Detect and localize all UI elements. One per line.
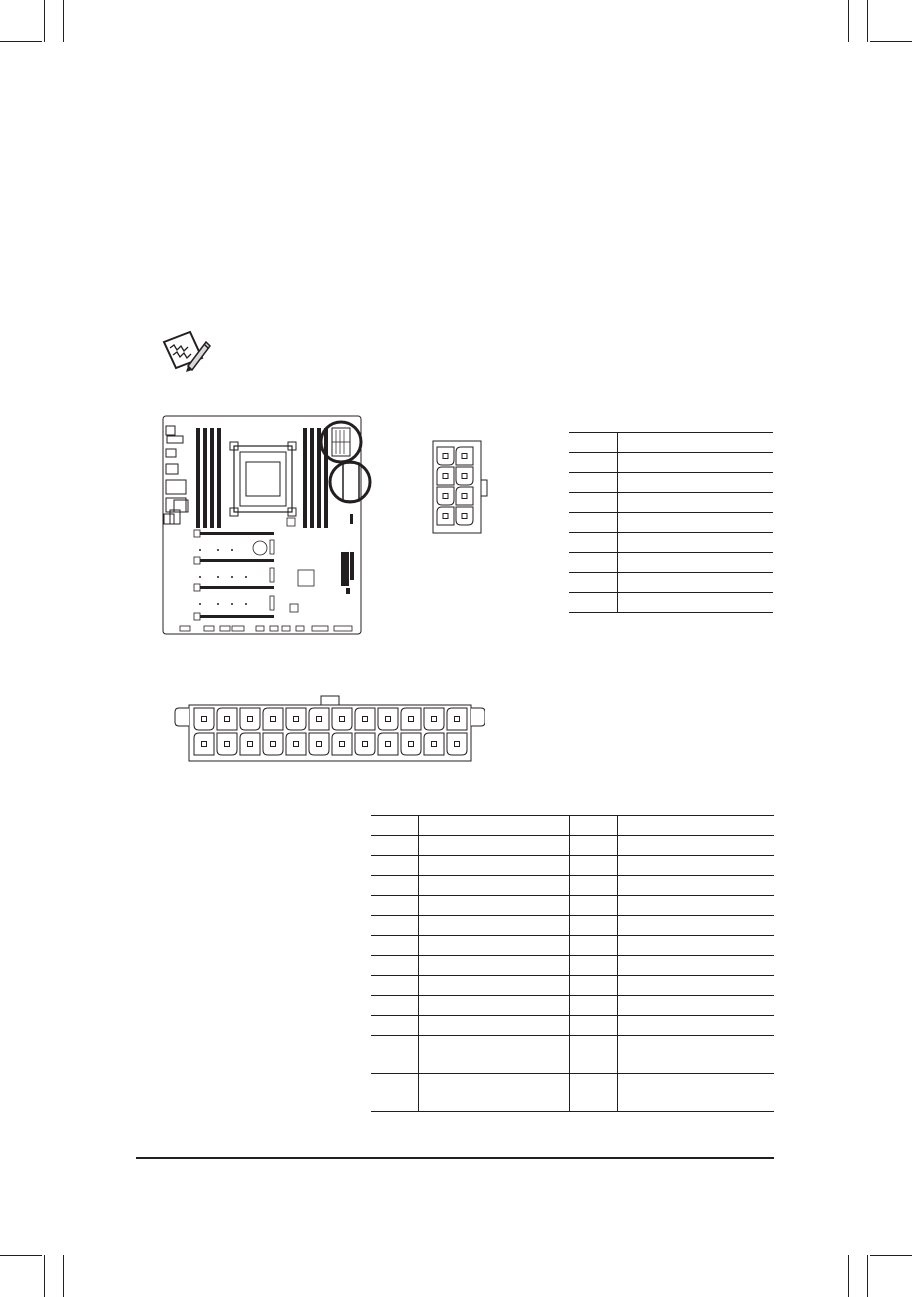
table-cell: [570, 1036, 618, 1074]
table-cell: [570, 1074, 618, 1112]
table-cell: [618, 1074, 775, 1112]
table-cell: [371, 836, 419, 856]
pin-contact: [248, 742, 253, 747]
table-row: [371, 836, 774, 856]
table-cell: [371, 916, 419, 936]
table-cell: [618, 936, 775, 956]
table-cell: [371, 1036, 419, 1074]
table-cell: [618, 1016, 775, 1036]
table-cell: [618, 473, 774, 493]
table-cell: [570, 1016, 618, 1036]
pin-contact: [271, 742, 276, 747]
table-row: [371, 936, 774, 956]
motherboard-layout-icon: [160, 412, 375, 637]
table-cell: [618, 493, 774, 513]
table-cell: [618, 553, 774, 573]
table-cell: [419, 976, 570, 996]
table-row: [569, 533, 773, 553]
table-cell: [618, 453, 774, 473]
table-cell: [618, 916, 775, 936]
table-row: [371, 876, 774, 896]
pin-contact: [340, 742, 345, 747]
pin-contact: [432, 742, 437, 747]
table-cell: [419, 856, 570, 876]
table-cell: [618, 513, 774, 533]
table-cell: [371, 936, 419, 956]
table-cell: [570, 876, 618, 896]
table-cell: [618, 856, 775, 876]
table-row: [371, 956, 774, 976]
pin-contact: [409, 742, 414, 747]
pin-contact: [202, 717, 207, 722]
table-cell: [618, 816, 775, 836]
table-cell: [570, 956, 618, 976]
pin-contact: [363, 717, 368, 722]
table-row: [371, 856, 774, 876]
pin-contact: [455, 717, 460, 722]
table-cell: [419, 896, 570, 916]
table-cell: [569, 493, 618, 513]
table-row: [371, 1036, 774, 1074]
table-cell: [419, 1036, 570, 1074]
table-cell: [618, 976, 775, 996]
pin-contact: [294, 742, 299, 747]
pin-contact: [363, 742, 368, 747]
table-cell: [419, 816, 570, 836]
pin-contact: [294, 717, 299, 722]
pin-contact: [432, 717, 437, 722]
pin-contact: [443, 474, 448, 479]
pin-contact: [317, 742, 322, 747]
table-header-row: [569, 433, 773, 453]
pin-contact: [386, 742, 391, 747]
pin-contact: [443, 494, 448, 499]
table-cell: [618, 573, 774, 593]
table-cell: [419, 876, 570, 896]
table-cell: [570, 836, 618, 856]
pin-contact: [386, 717, 391, 722]
table-cell: [570, 896, 618, 916]
connector-8pin-diagram: [432, 440, 492, 534]
table-cell: [618, 533, 774, 553]
table-cell: [371, 896, 419, 916]
footer-rule: [136, 1157, 774, 1159]
table-cell: [371, 816, 419, 836]
table-cell: [371, 856, 419, 876]
table-cell: [618, 956, 775, 976]
table-cell: [569, 513, 618, 533]
table-row: [569, 573, 773, 593]
table-cell: [371, 1074, 419, 1112]
table-cell: [570, 816, 618, 836]
table-row: [371, 976, 774, 996]
table-header-row: [371, 816, 774, 836]
table-row: [371, 996, 774, 1016]
table-cell: [570, 916, 618, 936]
table-row: [569, 493, 773, 513]
pin-contact: [409, 717, 414, 722]
table-row: [569, 593, 773, 613]
table-cell: [618, 836, 775, 856]
table-cell: [570, 976, 618, 996]
table-cell: [618, 996, 775, 1016]
table-cell: [419, 1016, 570, 1036]
table-cell: [618, 896, 775, 916]
table-cell: [569, 433, 618, 453]
table-cell: [570, 856, 618, 876]
table-cell: [618, 1036, 775, 1074]
table-cell: [371, 876, 419, 896]
table-row: [569, 453, 773, 473]
table-cell: [419, 916, 570, 936]
table-cell: [419, 956, 570, 976]
pin-contact: [462, 454, 467, 459]
connector-24pin-diagram: [173, 694, 485, 764]
table-row: [371, 1074, 774, 1112]
pin-contact: [317, 717, 322, 722]
pin-contact: [462, 494, 467, 499]
pin-contact: [248, 717, 253, 722]
table-cell: [618, 433, 774, 453]
pin-contact: [271, 717, 276, 722]
table-cell: [569, 593, 618, 613]
table-cell: [371, 996, 419, 1016]
table-row: [371, 916, 774, 936]
table-cell: [570, 936, 618, 956]
table-cell: [569, 473, 618, 493]
table-cell: [618, 876, 775, 896]
table-cell: [569, 553, 618, 573]
table-cell: [618, 593, 774, 613]
table-cell: [419, 996, 570, 1016]
table-cell: [569, 533, 618, 553]
table-cell: [570, 996, 618, 1016]
pin-contact: [443, 454, 448, 459]
pin-contact: [340, 717, 345, 722]
pin-contact: [462, 514, 467, 519]
table-cell: [419, 836, 570, 856]
table-cell: [419, 936, 570, 956]
pin-table-8pin: [569, 432, 773, 613]
pencil-note-icon: [160, 328, 212, 372]
table-row: [569, 513, 773, 533]
pin-contact: [455, 742, 460, 747]
table-row: [569, 553, 773, 573]
table-cell: [371, 1016, 419, 1036]
table-row: [371, 896, 774, 916]
pin-contact: [225, 742, 230, 747]
pin-contact: [443, 514, 448, 519]
pin-contact: [225, 717, 230, 722]
table-cell: [419, 1074, 570, 1112]
table-row: [371, 1016, 774, 1036]
table-cell: [569, 453, 618, 473]
pin-contact: [462, 474, 467, 479]
table-cell: [569, 573, 618, 593]
table-cell: [371, 956, 419, 976]
pin-contact: [202, 742, 207, 747]
table-row: [569, 473, 773, 493]
table-cell: [371, 976, 419, 996]
pin-table-24pin: [371, 815, 774, 1112]
